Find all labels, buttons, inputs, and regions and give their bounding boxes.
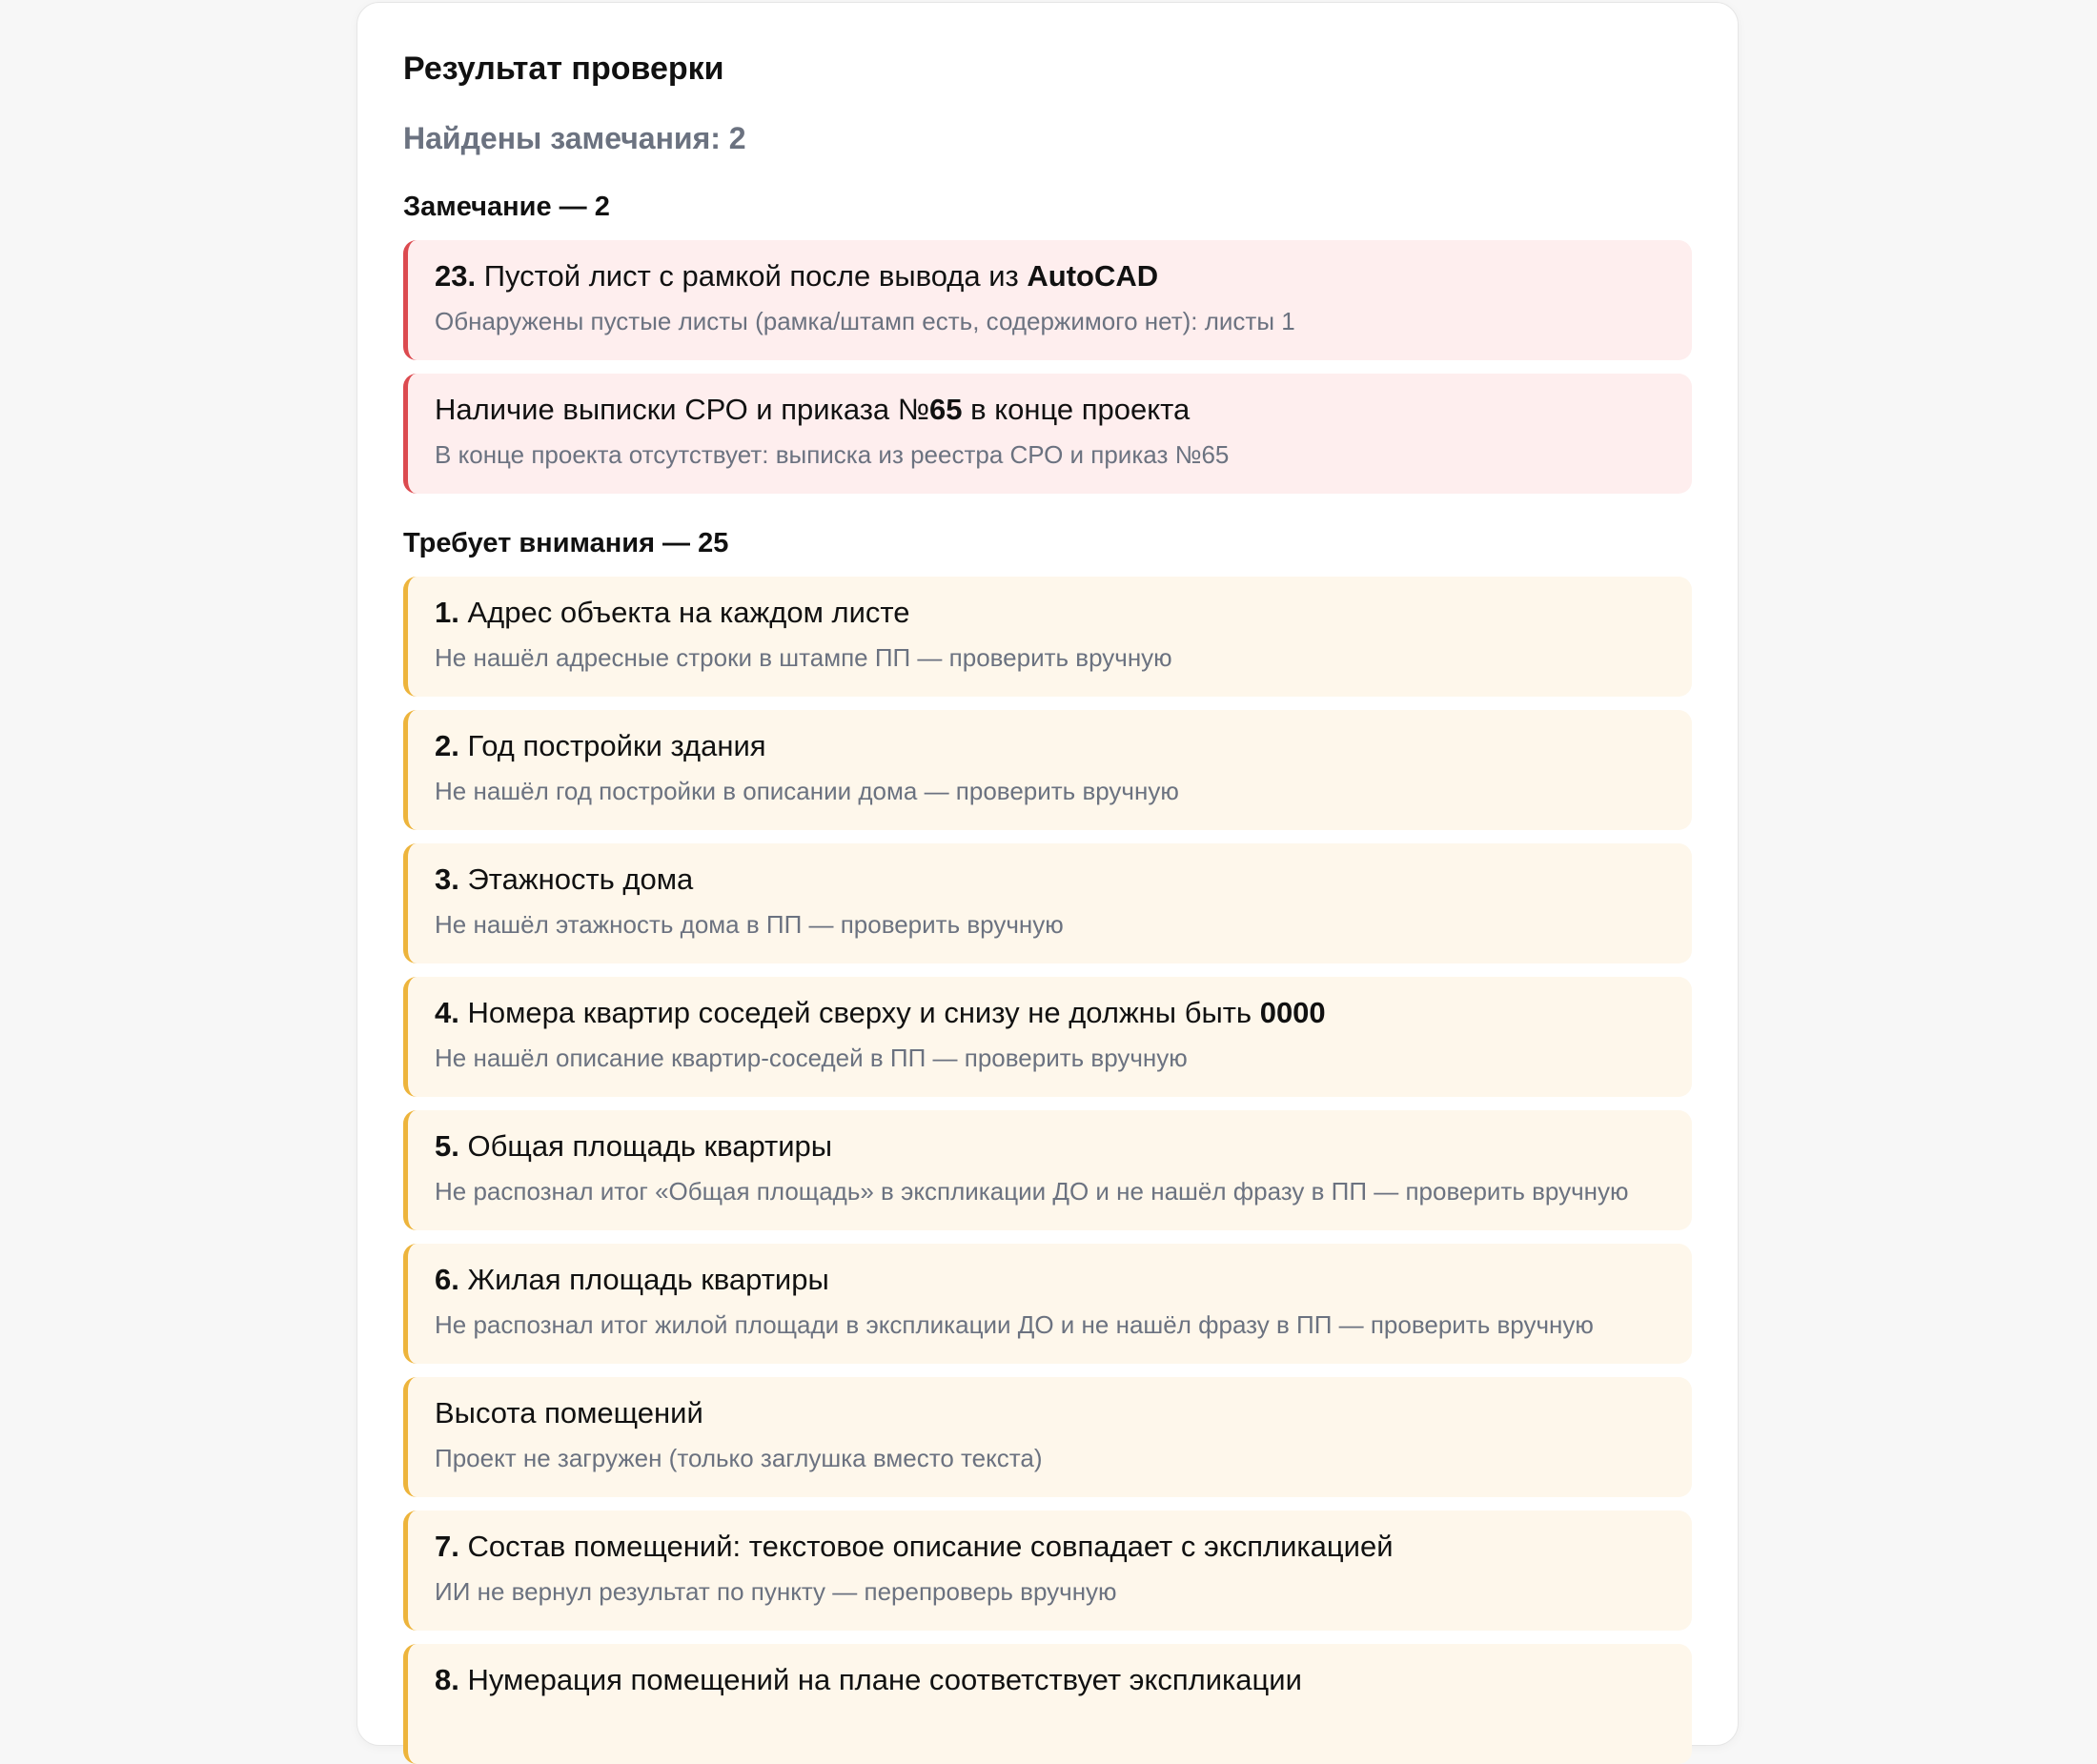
- item-number: 23.: [435, 259, 477, 293]
- warning-item-title: [435, 1127, 1669, 1166]
- warning-item-description: Не распознал итог «Общая площадь» в экспликации ДО и не нашёл фразу в ПП — проверить вручную: [435, 1177, 1629, 1206]
- item-title-bold: 65: [929, 393, 963, 426]
- item-title-text: Высота помещений: [435, 1396, 703, 1429]
- warning-item-title: [435, 1261, 1669, 1299]
- warning-item-description: Не нашёл год постройки в описании дома — проверить вручную: [435, 777, 1179, 805]
- warning-item: [403, 1110, 1692, 1230]
- page-title: Результат проверки: [403, 51, 724, 87]
- warning-item: [403, 843, 1692, 963]
- error-item-description: В конце проекта отсутствует: выписка из реестра СРО и приказ №65: [435, 440, 1230, 469]
- warning-item-title: [435, 594, 1669, 632]
- item-number: 1.: [435, 596, 459, 629]
- warning-item-title: [435, 727, 1669, 765]
- warning-item-title: [435, 1394, 1669, 1432]
- item-title-bold: 0000: [1259, 996, 1326, 1029]
- warning-item-description: Проект не загружен (только заглушка вместо текста): [435, 1444, 1043, 1472]
- errors-list: [403, 240, 1692, 494]
- warning-item-title: [435, 861, 1669, 899]
- item-number: 7.: [435, 1530, 459, 1563]
- errors-section-heading: Замечание — 2: [403, 192, 610, 222]
- warning-item: [403, 1244, 1692, 1364]
- warning-item: [403, 577, 1692, 697]
- warning-item: [403, 1644, 1692, 1764]
- warning-item-description: Не распознал итог жилой площади в экспликации ДО и не нашёл фразу в ПП — проверить вручную: [435, 1310, 1594, 1339]
- item-number: 3.: [435, 862, 459, 896]
- summary-count: Найдены замечания: 2: [403, 121, 746, 155]
- error-item-description: Обнаружены пустые листы (рамка/штамп есть, содержимого нет): листы 1: [435, 307, 1295, 335]
- warning-item-description: Не нашёл описание квартир-соседей в ПП — проверить вручную: [435, 1044, 1188, 1072]
- warning-item-description: ИИ не вернул результат по пункту — перепроверь вручную: [435, 1577, 1117, 1606]
- item-title-rest: в конце проекта: [962, 393, 1191, 426]
- item-number: 2.: [435, 729, 459, 762]
- warning-item: [403, 977, 1692, 1097]
- item-title-text: Нумерация помещений на плане соответствует экспликации: [467, 1663, 1302, 1696]
- error-item-title: [435, 257, 1669, 295]
- item-number: 4.: [435, 996, 459, 1029]
- item-title-text: Пустой лист с рамкой после вывода из: [483, 259, 1019, 293]
- item-title-text: Адрес объекта на каждом листе: [467, 596, 910, 629]
- error-item: [403, 374, 1692, 494]
- item-title-text: Общая площадь квартиры: [467, 1129, 833, 1163]
- item-title-text: Жилая площадь квартиры: [467, 1263, 829, 1296]
- item-title-text: Номера квартир соседей сверху и снизу не должны быть: [467, 996, 1252, 1029]
- error-item-title: [435, 391, 1669, 429]
- item-title-bold: AutoCAD: [1027, 259, 1159, 293]
- warning-item-title: [435, 1661, 1669, 1699]
- warnings-section-heading: Требует внимания — 25: [403, 528, 729, 558]
- warning-item: [403, 1511, 1692, 1631]
- warning-item-title: [435, 1528, 1669, 1566]
- results-card: [356, 2, 1739, 1746]
- item-number: 5.: [435, 1129, 459, 1163]
- warning-item: [403, 1377, 1692, 1497]
- item-title-text: Наличие выписки СРО и приказа №: [435, 393, 930, 426]
- warning-item-description: Не нашёл этажность дома в ПП — проверить вручную: [435, 910, 1064, 939]
- warning-item-description: Не нашёл адресные строки в штампе ПП — проверить вручную: [435, 643, 1172, 672]
- warning-item-title: [435, 994, 1669, 1032]
- item-title-text: Этажность дома: [467, 862, 694, 896]
- warnings-list: [403, 577, 1692, 1764]
- item-title-text: Год постройки здания: [467, 729, 766, 762]
- item-number: 6.: [435, 1263, 459, 1296]
- item-number: 8.: [435, 1663, 459, 1696]
- warning-item: [403, 710, 1692, 830]
- error-item: [403, 240, 1692, 360]
- item-title-text: Состав помещений: текстовое описание совпадает с экспликацией: [467, 1530, 1394, 1563]
